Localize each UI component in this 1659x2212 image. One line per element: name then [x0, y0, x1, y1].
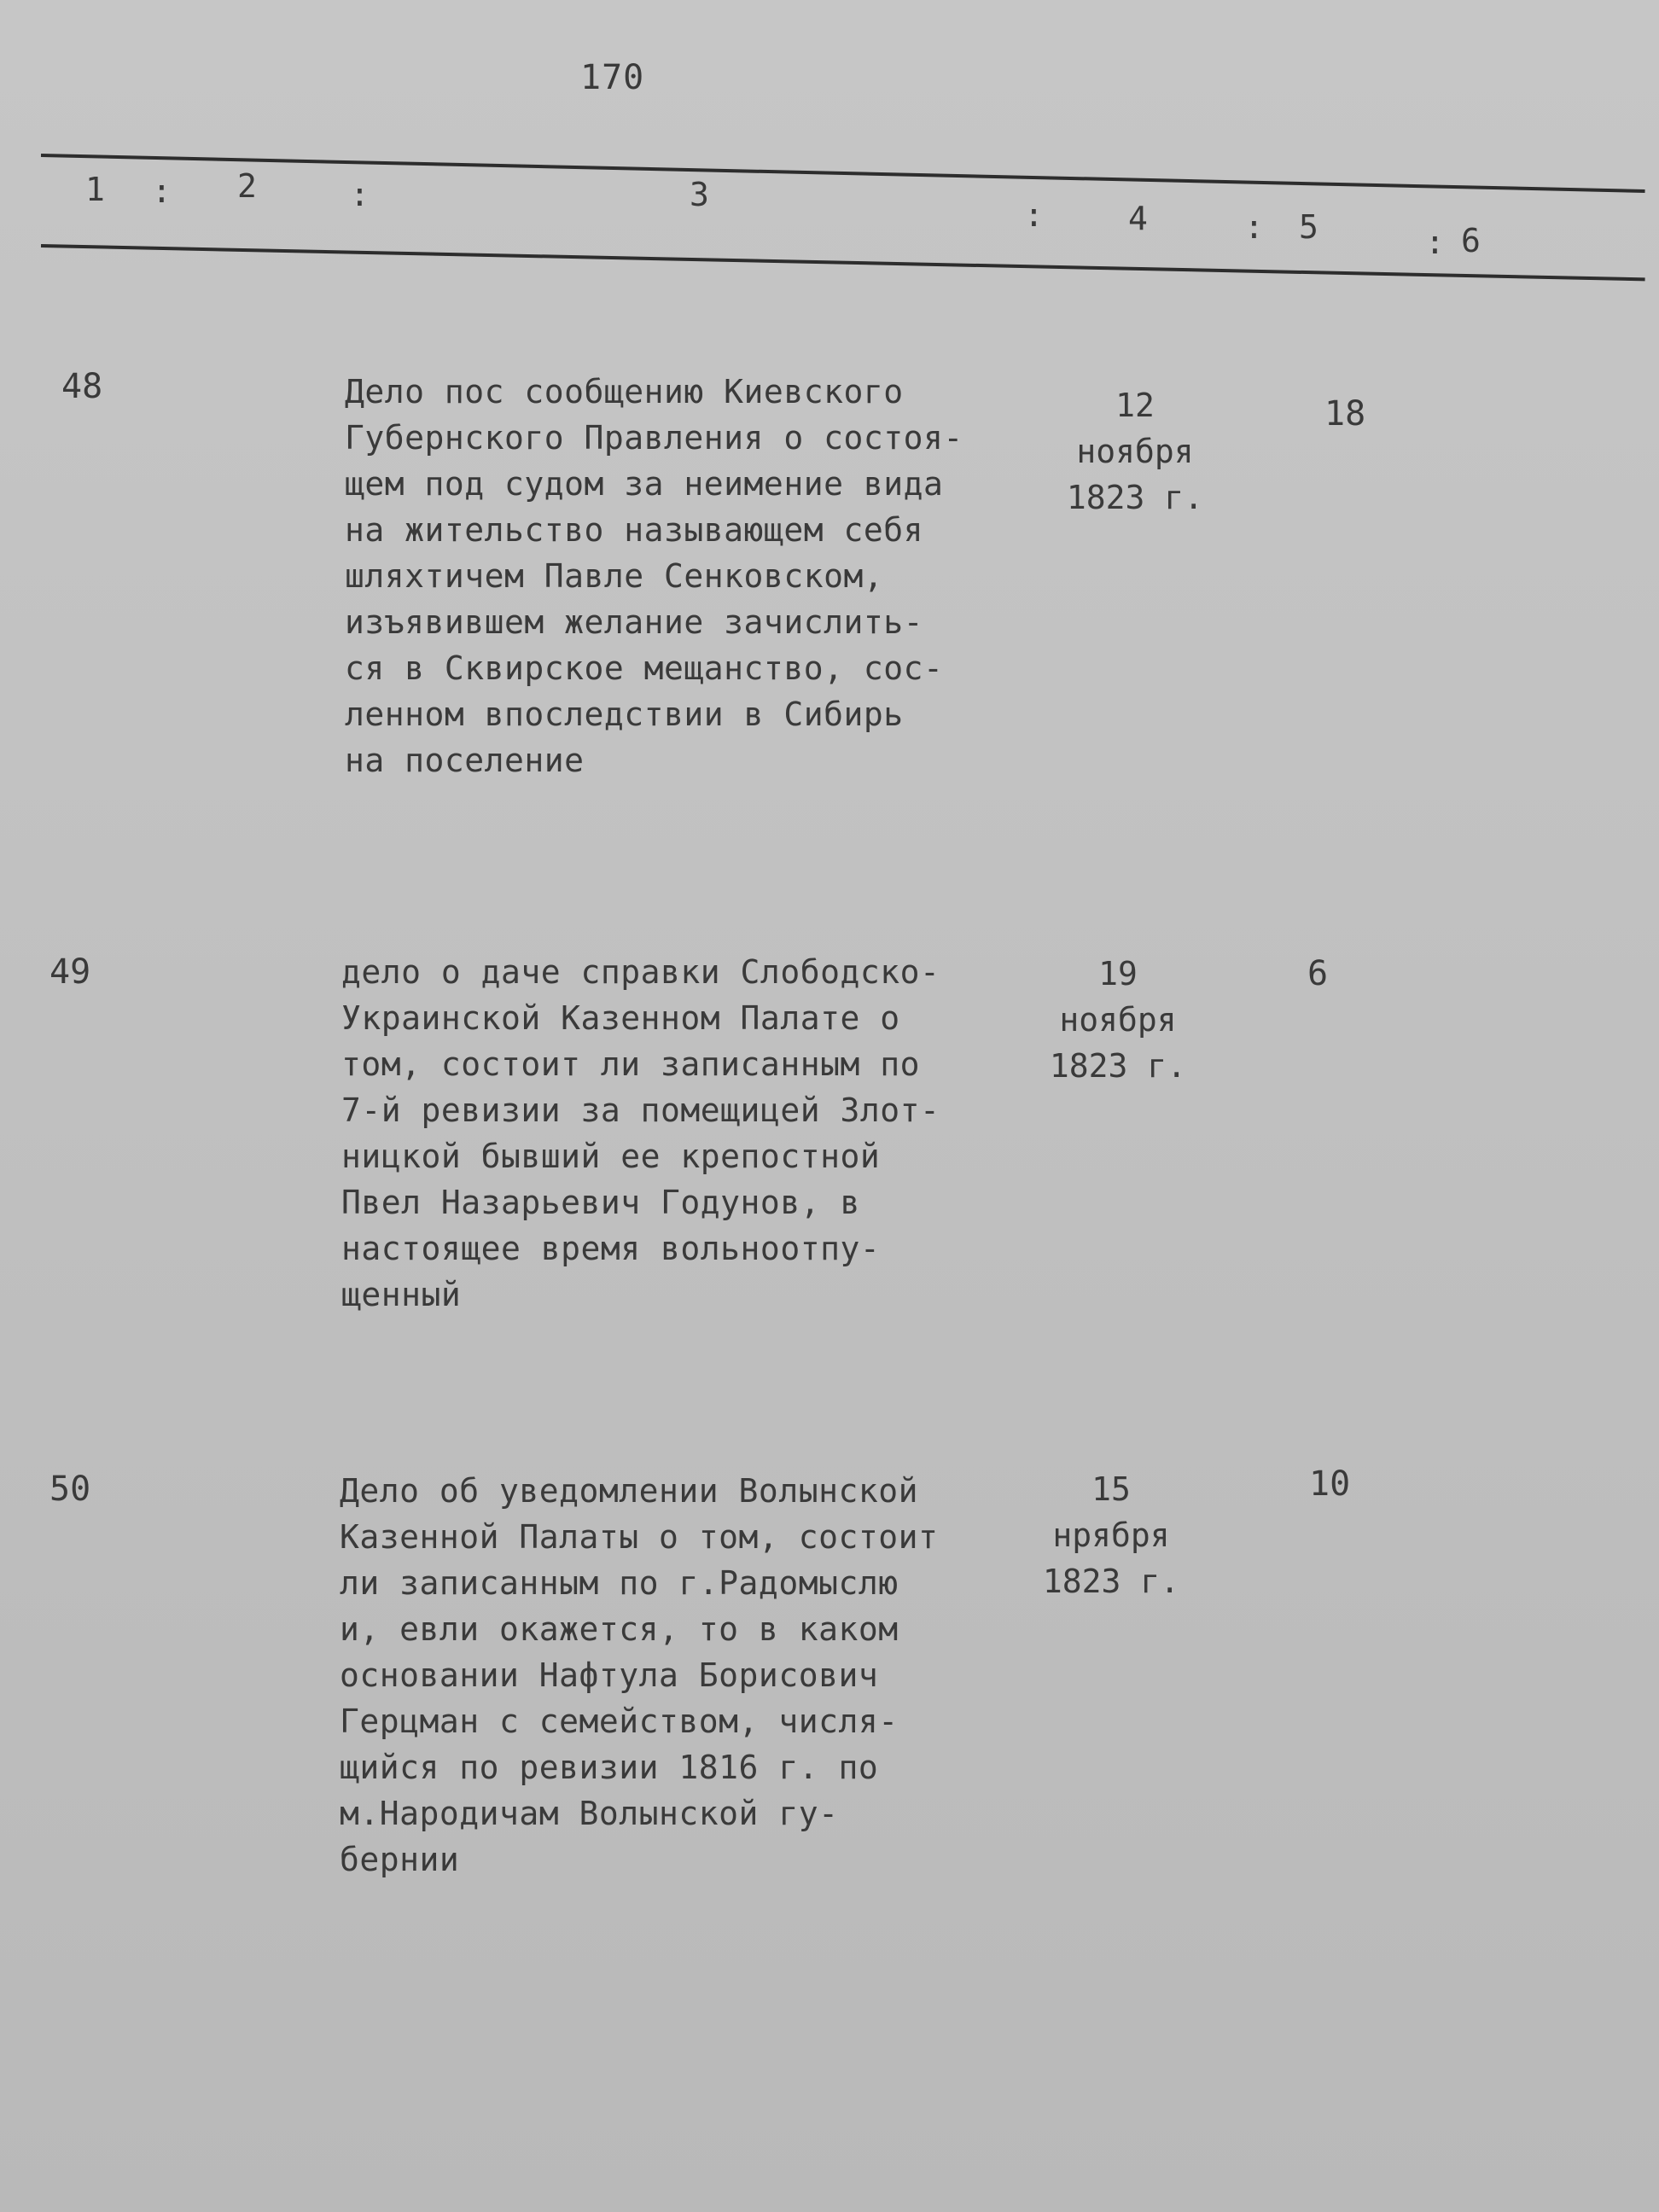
description-line: Казенной Палаты о том, состоит	[340, 1518, 939, 1556]
column-header-5: 5	[1299, 208, 1318, 246]
entry-description	[345, 369, 963, 783]
date-day: 19	[1098, 955, 1138, 992]
description-line: щем под судом за неимение вида	[345, 465, 944, 503]
date-month: ноября	[1076, 433, 1194, 470]
description-line: на поселение	[345, 742, 585, 779]
date-year: 1823 г.	[1049, 1047, 1187, 1085]
description-line: изъявившем желание зачислить-	[345, 603, 923, 641]
entry-description	[341, 949, 940, 1318]
column-separator: :	[152, 172, 172, 210]
description-line: дело о даче справки Слободско-	[341, 953, 940, 991]
description-line: щийся по ревизии 1816 г. по	[340, 1749, 879, 1786]
column-header-2: 2	[237, 167, 257, 205]
description-line: на жительство называющем себя	[345, 511, 923, 549]
column-header-1: 1	[85, 171, 105, 208]
date-month: нрября	[1052, 1516, 1170, 1554]
entry-sheet-count: 18	[1324, 394, 1366, 434]
description-line: ленном впоследствии в Сибирь	[345, 696, 904, 733]
column-separator: :	[1024, 196, 1044, 234]
description-line: Губернского Правления о состоя-	[345, 419, 963, 457]
description-line: настоящее время вольноотпу-	[341, 1230, 881, 1267]
description-line: ли записанным по г.Радомыслю	[340, 1564, 899, 1602]
description-line: шляхтичем Павле Сенковском,	[345, 557, 884, 595]
column-separator: :	[1244, 208, 1264, 246]
entry-number: 48	[61, 367, 103, 406]
description-line: Герцман с семейством, числя-	[340, 1703, 899, 1740]
entry-number: 50	[49, 1470, 91, 1509]
table-header-top-rule	[41, 154, 1645, 193]
entry-sheet-count: 6	[1307, 954, 1329, 993]
entry-sheet-count: 10	[1309, 1464, 1351, 1504]
description-line: Дело об уведомлении Волынской	[340, 1472, 918, 1510]
table-header-bottom-rule	[41, 244, 1645, 281]
entry-date	[1026, 1466, 1196, 1604]
description-line: ницкой бывший ее крепостной	[341, 1138, 881, 1175]
description-line: Украинской Казенном Палате о	[341, 999, 900, 1037]
column-separator: :	[350, 176, 370, 213]
page-number: 170	[580, 58, 645, 97]
column-header-3: 3	[690, 176, 709, 213]
column-header-6: 6	[1461, 222, 1481, 259]
description-line: основании Нафтула Борисович	[340, 1656, 879, 1694]
description-line: бернии	[340, 1841, 460, 1878]
description-line: ся в Сквирское мещанство, сос-	[345, 649, 944, 687]
description-line: Дело пос сообщению Киевского	[345, 373, 904, 410]
date-year: 1823 г.	[1066, 479, 1204, 516]
description-line: щенный	[341, 1276, 462, 1313]
description-line: Пвел Назарьевич Годунов, в	[341, 1184, 860, 1221]
description-line: м.Народичам Волынской гу-	[340, 1795, 839, 1832]
description-line: 7-й ревизии за помещицей Злот-	[341, 1091, 940, 1129]
column-header-4: 4	[1128, 200, 1148, 237]
date-year: 1823 г.	[1042, 1563, 1180, 1600]
entry-date	[1033, 951, 1203, 1089]
description-line: том, состоит ли записанным по	[341, 1045, 920, 1083]
entry-date	[1050, 382, 1220, 521]
date-day: 12	[1115, 387, 1155, 424]
description-line: и, евли окажется, то в каком	[340, 1610, 899, 1648]
date-month: ноября	[1059, 1001, 1177, 1039]
entry-number: 49	[49, 952, 91, 992]
entry-description	[340, 1468, 938, 1883]
column-separator: :	[1425, 224, 1445, 261]
date-day: 15	[1091, 1470, 1131, 1508]
